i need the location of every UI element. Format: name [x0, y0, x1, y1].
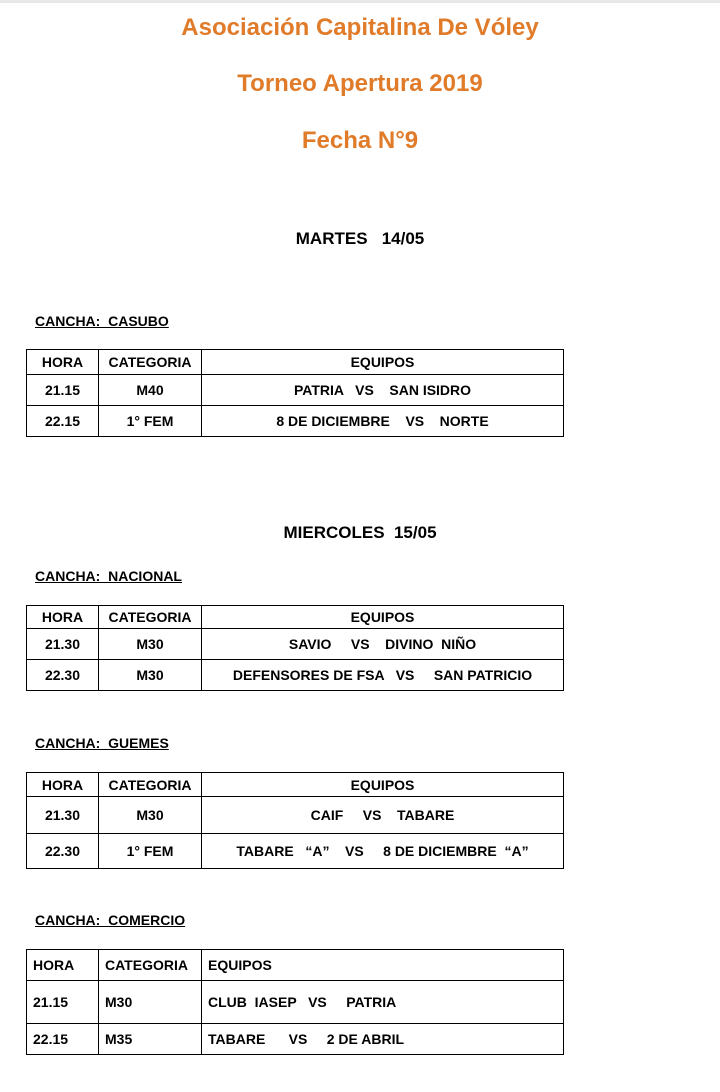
table-header-row	[27, 950, 564, 981]
table-header-row	[27, 606, 564, 629]
cancha-label-guemes: CANCHA: GUEMES	[35, 735, 169, 751]
table-header-row	[27, 350, 564, 375]
cell-hora: 21.30	[27, 629, 99, 660]
table-row	[27, 834, 564, 869]
day-heading-miercoles: MIERCOLES 15/05	[283, 523, 437, 542]
table-row	[27, 1024, 564, 1055]
table-row	[27, 629, 564, 660]
table-row	[27, 406, 564, 437]
cell-equipos: DEFENSORES DE FSA VS SAN PATRICIO	[202, 660, 564, 691]
cell-categoria: M30	[99, 797, 202, 834]
cell-categoria: M35	[99, 1024, 202, 1055]
header-categoria: CATEGORIA	[99, 773, 202, 797]
table-row	[27, 797, 564, 834]
header-hora: HORA	[27, 350, 99, 375]
cell-equipos: SAVIO VS DIVINO NIÑO	[202, 629, 564, 660]
top-border	[0, 0, 720, 3]
cancha-label-comercio: CANCHA: COMERCIO	[35, 912, 186, 928]
table-row	[27, 660, 564, 691]
cell-equipos: TABARE VS 2 DE ABRIL	[202, 1024, 564, 1055]
cancha-label-nacional: CANCHA: NACIONAL	[35, 568, 182, 584]
cell-hora: 22.15	[27, 406, 99, 437]
cell-hora: 22.15	[27, 1024, 99, 1055]
header-categoria: CATEGORIA	[99, 350, 202, 375]
org-title: Asociación Capitalina De Vóley	[181, 14, 539, 41]
cell-hora: 21.15	[27, 375, 99, 406]
cell-equipos: PATRIA VS SAN ISIDRO	[202, 375, 564, 406]
schedule-table-nacional	[26, 605, 564, 691]
schedule-table-comercio	[26, 949, 564, 1055]
tournament-title: Torneo Apertura 2019	[237, 70, 483, 97]
table-row	[27, 981, 564, 1024]
cell-hora: 22.30	[27, 834, 99, 869]
day-heading-martes: MARTES 14/05	[295, 229, 425, 248]
table-row	[27, 375, 564, 406]
cell-hora: 21.15	[27, 981, 99, 1024]
header-hora: HORA	[27, 950, 99, 981]
header-equipos: EQUIPOS	[202, 606, 564, 629]
cell-categoria: M30	[99, 629, 202, 660]
cell-hora: 22.30	[27, 660, 99, 691]
cell-equipos: CLUB IASEP VS PATRIA	[202, 981, 564, 1024]
cell-equipos: TABARE “A” VS 8 DE DICIEMBRE “A”	[202, 834, 564, 869]
cell-categoria: 1° FEM	[99, 834, 202, 869]
cell-categoria: 1° FEM	[99, 406, 202, 437]
header-equipos: EQUIPOS	[202, 350, 564, 375]
cell-categoria: M30	[99, 981, 202, 1024]
header-categoria: CATEGORIA	[99, 606, 202, 629]
cell-categoria: M30	[99, 660, 202, 691]
cell-categoria: M40	[99, 375, 202, 406]
schedule-table-guemes	[26, 772, 564, 869]
cancha-label-casubo: CANCHA: CASUBO	[35, 313, 169, 329]
fecha-title: Fecha N°9	[301, 127, 419, 154]
cell-hora: 21.30	[27, 797, 99, 834]
header-hora: HORA	[27, 606, 99, 629]
schedule-table-casubo	[26, 349, 564, 437]
header-equipos: EQUIPOS	[202, 950, 564, 981]
cell-equipos: 8 DE DICIEMBRE VS NORTE	[202, 406, 564, 437]
header-hora: HORA	[27, 773, 99, 797]
table-header-row	[27, 773, 564, 797]
header-categoria: CATEGORIA	[99, 950, 202, 981]
cell-equipos: CAIF VS TABARE	[202, 797, 564, 834]
header-equipos: EQUIPOS	[202, 773, 564, 797]
